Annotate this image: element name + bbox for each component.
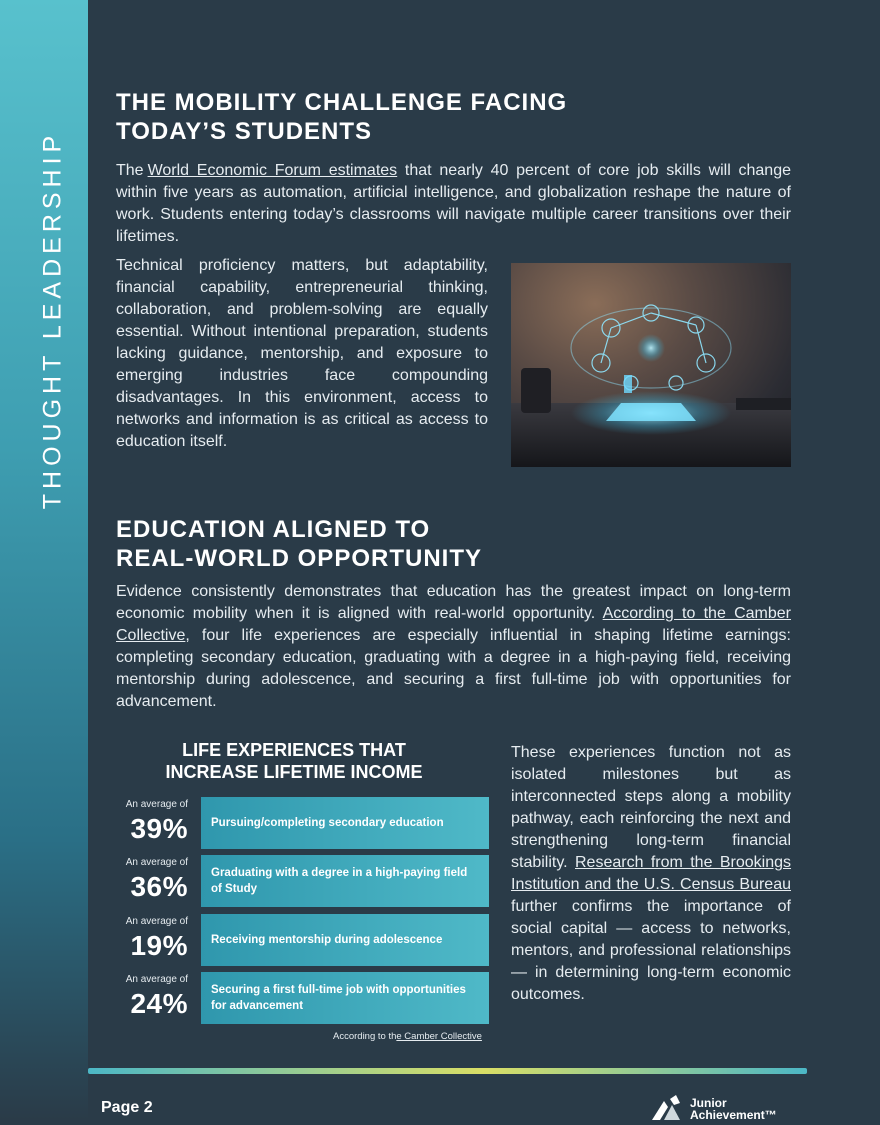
stat-bar	[201, 855, 489, 907]
stat-bar	[201, 972, 489, 1024]
ai-hologram-illustration	[511, 263, 791, 467]
section1-heading-line1: THE MOBILITY CHALLENGE FACING	[116, 89, 568, 116]
camber-collective-link[interactable]: According to the Camber Collective	[116, 605, 791, 644]
side-text-part1: These experiences function not as isolated milestones but as interconnected steps along a mobility pathway, each reinforcing the next and strengthening long-term financial stability.	[511, 744, 791, 871]
section2-heading	[116, 515, 482, 573]
chart-title-line2: INCREASE LIFETIME INCOME	[165, 762, 423, 782]
stat-prefix: An average of	[125, 857, 188, 868]
sidebar-label: THOUGHT LEADERSHIP	[38, 130, 67, 510]
para1-prefix: The	[116, 162, 144, 179]
stat-prefix: An average of	[125, 799, 188, 810]
section2-para-end: , four life experiences are especially influential in shaping lifetime earnings: completing secondary education, graduating with a degree in a high-paying field, receiving mentorship during adolescence, and securing a first full-time job with opportunities for advancement.	[116, 627, 791, 710]
stat-value: 24%	[130, 988, 188, 1019]
chart-title	[116, 739, 472, 783]
section2-paragraph	[116, 581, 791, 713]
section2-para-start: Evidence consistently demonstrates that education has the greatest impact on long-term economic mobility when it is aligned with real-world opportunity.	[116, 583, 791, 622]
section2-heading-line2: REAL-WORLD OPPORTUNITY	[116, 545, 482, 572]
page-number: Page 2	[101, 1099, 153, 1116]
stat-row	[116, 972, 489, 1024]
para1-rest: that nearly 40 percent of core job skills will change within five years as automation, artificial intelligence, and globalization reshape the nature of work. Students entering today’s classrooms will navigate multiple career transitions over their lifetimes.	[116, 162, 792, 245]
stat-row	[116, 855, 489, 907]
stat-row	[116, 914, 489, 966]
section1-paragraph1	[116, 160, 791, 248]
stat-row	[116, 797, 489, 849]
footer-divider	[88, 1068, 807, 1074]
sidebar-band	[0, 0, 88, 1120]
junior-achievement-logo	[650, 1095, 790, 1120]
stat-label: Receiving mentorship during adolescence	[211, 934, 443, 946]
wef-link[interactable]: World Economic Forum estimates	[147, 162, 398, 179]
stat-label: Securing a first full-time job with opportunities for advancement	[211, 984, 466, 1012]
stat-prefix: An average of	[125, 916, 188, 927]
chart-title-line1: LIFE EXPERIENCES THAT	[182, 740, 406, 760]
side-paragraph	[511, 742, 791, 1006]
logo-line2: Achievement™	[690, 1108, 777, 1122]
stat-bar	[201, 914, 489, 966]
section1-heading-line2: TODAY’S STUDENTS	[116, 118, 373, 145]
stat-value: 36%	[130, 871, 188, 902]
section2-heading-line1: EDUCATION ALIGNED TO	[116, 516, 431, 543]
stat-label: Graduating with a degree in a high-paying field of Study	[211, 867, 468, 895]
stat-value: 19%	[130, 930, 188, 961]
source-link[interactable]: e Camber Collective	[396, 1031, 482, 1042]
brookings-census-link[interactable]: Research from the Brookings Institution and the U.S. Census Bureau	[511, 854, 792, 893]
section1-paragraph2: Technical proficiency matters, but adaptability, financial capability, entrepreneurial thinking, collaboration, and problem-solving are equally essential. Without intentional preparation, students lacking guidance, mentorship, and exposure to emerging industries face compounding disadvantages. In this environment, access to networks and information is as critical as access to education itself.	[116, 257, 488, 450]
stat-label: Pursuing/completing secondary education	[211, 817, 444, 829]
source-prefix: According to th	[333, 1031, 397, 1042]
stat-prefix: An average of	[125, 974, 188, 985]
logo-mark-icon	[650, 1095, 686, 1120]
stat-value: 39%	[130, 813, 188, 844]
logo-line1: Junior	[690, 1096, 727, 1110]
ai-workspace-photo	[511, 263, 791, 467]
chart-source	[333, 1031, 482, 1042]
section1-heading	[116, 88, 567, 146]
stat-bar	[201, 797, 489, 849]
logo-text	[690, 1097, 777, 1121]
side-text-part2: further confirms the importance of social capital — access to networks, mentors, and professional relationships — in determining long-term economic outcomes.	[511, 898, 791, 1003]
